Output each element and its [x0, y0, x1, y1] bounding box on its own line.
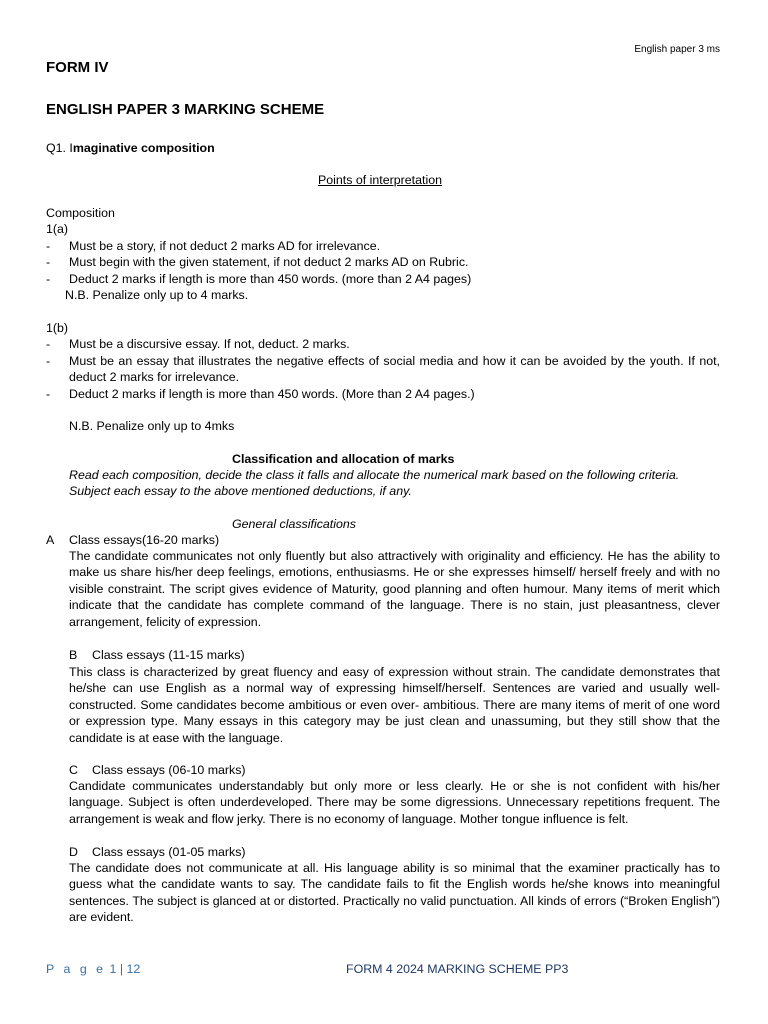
class-b-title: Class essays (11-15 marks) — [92, 648, 245, 662]
class-d-text: The candidate does not communicate at all. His language ability is so minimal that the examiner practically has to guess what the candidate wants to say. The candidate fails to fit the English words he/she knows into meaningful sentences. The subject is glanced at or distorted. Practically no valid punctuation. All kinds of errors (“Broken English”) are evident. — [69, 861, 720, 925]
composition-section-a — [46, 205, 720, 303]
part-a-note: N.B. Penalize only up to 4 marks. — [65, 288, 249, 303]
list-item: - Must be a discursive essay. If not, deduct. 2 marks. — [46, 337, 350, 352]
question-title: maginative composition — [72, 141, 215, 155]
list-item: - Deduct 2 marks if length is more than 450 words. (more than 2 A4 pages) — [46, 271, 472, 286]
composition-section-b — [46, 320, 720, 402]
list-item: - Must begin with the given statement, if not deduct 2 marks AD on Rubric. — [46, 255, 469, 270]
question-heading — [46, 141, 215, 155]
scheme-title: ENGLISH PAPER 3 MARKING SCHEME — [46, 101, 325, 118]
class-a-title: Class essays(16-20 marks) — [69, 533, 220, 547]
footer-title: FORM 4 2024 MARKING SCHEME PP3 — [346, 962, 569, 976]
class-c-letter: C — [69, 763, 78, 777]
list-item: - Must be a story, if not deduct 2 marks AD for irrelevance. — [46, 238, 381, 253]
page-number: P a g e 1 | 12 — [46, 962, 141, 976]
part-b-label: 1(b) — [46, 321, 69, 335]
running-header: English paper 3 ms — [634, 44, 720, 55]
classification-instruction: Read each composition, decide the class it falls and allocate the numerical mark based on the following criteria. Subject each essay to the above mentioned deductions, if any. — [69, 468, 680, 499]
class-b-letter: B — [69, 648, 78, 662]
question-prefix: Q1. I — [46, 141, 73, 155]
part-a-label: 1(a) — [46, 222, 69, 237]
class-a-letter: A — [46, 533, 55, 547]
points-heading: Points of interpretation — [318, 173, 442, 187]
class-c-title: Class essays (06-10 marks) — [92, 763, 246, 777]
general-classifications: General classifications — [232, 517, 356, 531]
list-item: - Deduct 2 marks if length is more than 450 words. (More than 2 A4 pages.) — [46, 386, 475, 401]
part-b-note: N.B. Penalize only up to 4mks — [69, 419, 235, 433]
classification-heading: Classification and allocation of marks — [232, 452, 455, 466]
class-d-title: Class essays (01-05 marks) — [92, 845, 246, 859]
class-d-letter: D — [69, 845, 78, 859]
class-b-text: This class is characterized by great fluency and easy of expression without strain. The candidate demonstrates that he/she can use English as a normal way of expressing himself/herself. Sentences are varied and usually well-constructed. Some candidates become ambitious or even over- ambitious. There are many items of merit of one word or expression type. Many essays in this category may be just clean and unassuming, but they still show that the candidate is at ease with the language. — [69, 665, 720, 745]
form-title: FORM IV — [46, 59, 109, 76]
class-c-text: Candidate communicates understandably but only more or less clearly. He or she is not confident with his/her language. Subject is often underdeveloped. There may be some digressions. Unnecessary repetitions frequent. The arrangement is weak and flow jerky. There is no economy of language. Mother tongue influence is felt. — [69, 779, 720, 826]
class-a-text: The candidate communicates not only fluently but also attractively with originality and efficiency. He has the ability to make us share his/her deep feelings, emotions, enthusiasms. He or she expresses himself/ herself freely and with no visible constraint. The script gives evidence of Maturity, good planning and often humour. Many items of merit which indicate that the candidate has complete command of the language. There is no stain, just pleasantness, clever arrangement, felicity of expression. — [69, 549, 720, 629]
composition-label: Composition — [46, 206, 115, 220]
list-item: - Must be an essay that illustrates the negative effects of social media and how it can be avoided by the youth. If not, deduct 2 marks for irrelevance. — [46, 353, 720, 385]
